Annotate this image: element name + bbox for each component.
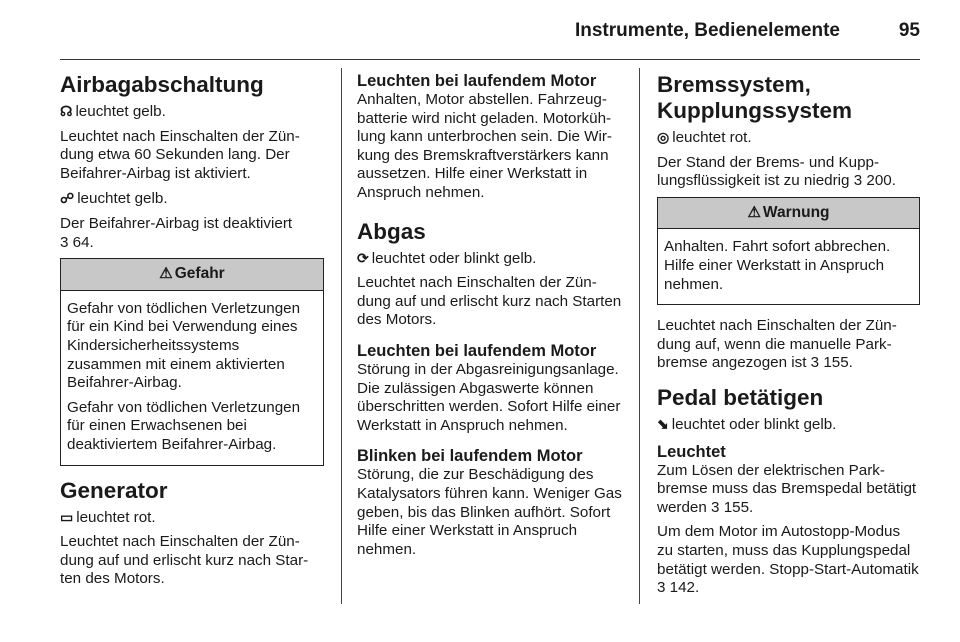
paragraph: ☍ leuchtet gelb. xyxy=(60,190,168,208)
page-reference: 3 64. xyxy=(60,233,94,251)
battery-icon: ▭ xyxy=(60,508,74,525)
page-reference: 3 155. xyxy=(711,498,754,516)
heading-abgas: Abgas xyxy=(357,218,426,244)
heading-pedal: Pedal betätigen xyxy=(657,384,824,410)
warning-box-body xyxy=(658,229,919,304)
danger-box xyxy=(60,258,324,465)
page-header xyxy=(60,18,920,48)
page-number: 95 xyxy=(898,20,920,41)
paragraph: Leuchtet nach Einschalten der Zündung auf und erlischt kurz nach Starten des Motors. xyxy=(357,274,622,329)
column-divider-1 xyxy=(341,68,342,604)
warning-triangle-icon: ⚠ xyxy=(747,203,761,221)
paragraph: ⟳ leuchtet oder blinkt gelb. xyxy=(357,249,537,267)
warning-box xyxy=(657,197,920,305)
paragraph: Leuchtet nach Einschalten der Zündung auf, wenn die manuelle Parkbremse angezogen ist 3 155. xyxy=(657,317,897,372)
paragraph: Anhalten, Motor abstellen. Fahrzeugbatterie wird nicht geladen. Motorkühlung kann unterbrochen sein. Die Wirkung des Bremskraftverstärkers kann aussetzen. Hilfe einer Werkstatt in Anspruch nehmen. xyxy=(357,91,612,201)
heading-running-2: Leuchten bei laufendem Motor xyxy=(357,341,597,360)
brake-system-icon: ◎ xyxy=(657,129,670,145)
column-2 xyxy=(357,72,623,565)
column-divider-2 xyxy=(639,68,640,604)
heading-running: Leuchten bei laufendem Motor xyxy=(357,72,597,90)
danger-box-body xyxy=(61,291,323,465)
warning-box-header: ⚠ Warnung xyxy=(658,198,919,230)
page-reference: 3 200. xyxy=(853,172,896,190)
paragraph: ☊ leuchtet gelb. xyxy=(60,103,166,120)
heading-bremssystem: Bremssystem, Kupplungssystem xyxy=(657,72,853,123)
paragraph: Zum Lösen der elektrischen Parkbremse muss das Bremspedal betätigt werden 3 155. xyxy=(657,461,917,516)
airbag-on-icon: ☊ xyxy=(60,103,73,119)
page-reference: 3 155. xyxy=(810,354,853,372)
paragraph: Der Beifahrer-Airbag ist deaktiviert 3 64. xyxy=(60,214,293,251)
column-1 xyxy=(60,72,324,595)
paragraph: Leuchtet nach Einschalten der Zündung etwa 60 Sekunden lang. Der Beifahrer-Airbag ist aktiviert. xyxy=(60,127,300,182)
engine-check-icon: ⟳ xyxy=(357,249,369,266)
paragraph: Der Stand der Brems- und Kupplungsflüssigkeit ist zu niedrig 3 200. xyxy=(657,153,896,190)
paragraph: Leuchtet nach Einschalten der Zündung auf und erlischt kurz nach Starten des Motors. xyxy=(60,533,309,588)
paragraph: ◎ leuchtet rot. xyxy=(657,129,752,146)
heading-generator: Generator xyxy=(60,477,168,503)
paragraph: Gefahr von tödlichen Verletzungen für einen Erwachsenen bei deaktiviertem Beifahrer-Airbag. xyxy=(67,398,301,453)
paragraph: ▭ leuchtet rot. xyxy=(60,508,156,526)
heading-blinken: Blinken bei laufendem Motor xyxy=(357,447,583,466)
column-3 xyxy=(657,72,920,604)
heading-leuchtet: Leuchtet xyxy=(657,442,726,461)
pedal-icon: ⬊ xyxy=(657,415,669,432)
airbag-off-icon: ☍ xyxy=(60,190,75,207)
paragraph: ⬊ leuchtet oder blinkt gelb. xyxy=(657,415,837,433)
paragraph: Störung in der Abgasreinigungsanlage. Die zulässigen Abgaswerte können überschritten werden. Sofort Hilfe einer Werkstatt in Anspruch nehmen. xyxy=(357,360,621,434)
danger-box-header: ⚠ Gefahr xyxy=(61,259,323,291)
header-title: Instrumente, Bedienelemente xyxy=(574,20,840,41)
paragraph: Störung, die zur Beschädigung des Katalysators führen kann. Weniger Gas geben, bis das Blinken aufhört. Sofort Hilfe einer Werkstatt in Anspruch nehmen. xyxy=(357,466,622,558)
paragraph: Anhalten. Fahrt sofort abbrechen. Hilfe einer Werkstatt in Anspruch nehmen. xyxy=(664,238,891,293)
header-divider xyxy=(60,59,920,60)
page-reference: 3 142. xyxy=(657,579,700,597)
paragraph: Gefahr von tödlichen Verletzungen für ein Kind bei Verwendung eines Kindersicherheitssystems zusammen mit einem aktivierten Beifahrer-Airbag. xyxy=(67,299,301,392)
heading-airbag: Airbagabschaltung xyxy=(60,72,264,97)
paragraph: Um dem Motor im Autostopp-Modus zu starten, muss das Kupplungspedal betätigt werden. Stopp-Start-Automatik 3 142. xyxy=(657,523,919,597)
warning-triangle-icon: ⚠ xyxy=(159,265,173,283)
